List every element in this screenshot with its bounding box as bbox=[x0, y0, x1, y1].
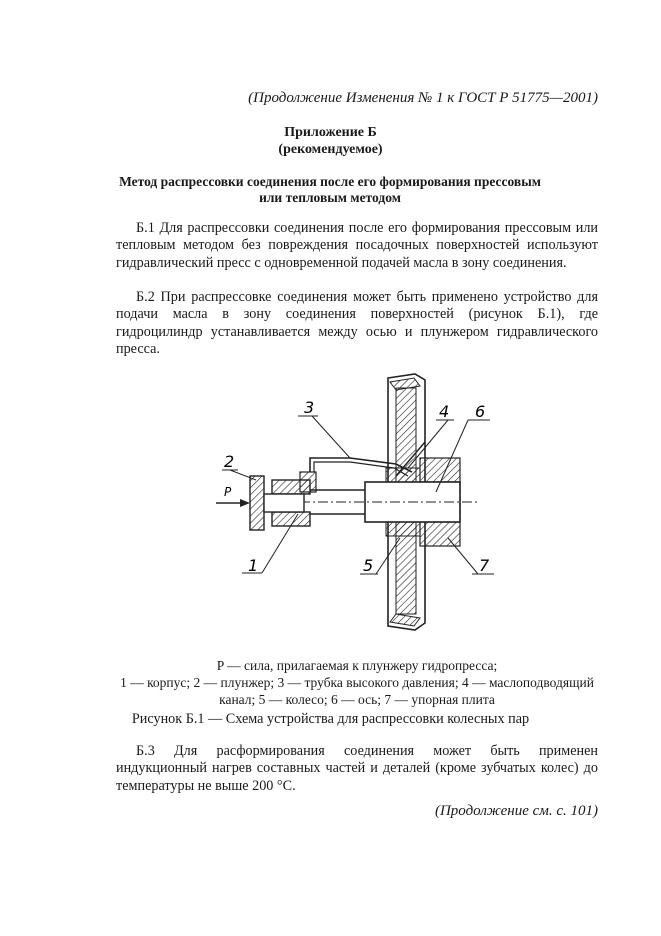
svg-text:7: 7 bbox=[479, 556, 490, 575]
section-title-line1: Метод распрессовки соединения после его формирования прессовым bbox=[119, 174, 541, 189]
svg-text:2: 2 bbox=[224, 452, 235, 471]
footer-note: (Продолжение см. с. 101) bbox=[434, 803, 598, 819]
svg-text:5: 5 bbox=[363, 556, 374, 575]
svg-text:3: 3 bbox=[304, 398, 315, 417]
figure-b1-diagram bbox=[200, 368, 520, 648]
force-label: P bbox=[224, 485, 232, 499]
paragraph-b3: Б.3 Для расформирования соединения может быть применен индукционный нагрев составных частей и деталей (кроме зубчатых колес) до температуры не выше 200 °С. bbox=[116, 743, 598, 794]
callout-3 bbox=[298, 398, 350, 458]
figure-legend bbox=[113, 657, 601, 708]
appendix-title-line2: (рекомендуемое) bbox=[278, 142, 383, 157]
header-note: (Продолжение Изменения № 1 к ГОСТ Р 51775—2001) bbox=[248, 90, 598, 106]
paragraph-b1: Б.1 Для распрессовки соединения после его формирования прессовым или тепловым методом без повреждения посадочных поверхностей используют гидравлический пресс с одновременной подачей масла в зону соединения. bbox=[116, 220, 598, 271]
svg-text:6: 6 bbox=[475, 402, 486, 421]
section-title bbox=[90, 174, 570, 206]
axle bbox=[300, 482, 480, 522]
svg-text:1: 1 bbox=[248, 556, 259, 575]
svg-text:4: 4 bbox=[439, 402, 450, 421]
paragraph-b2: Б.2 При распрессовке соединения может быть применено устройство для подачи масла в зону соединения поверхностей (рисунок Б.1), где гидроцилиндр устанавливается между осью и плунжером гидравлического пресса. bbox=[116, 289, 598, 357]
legend-line1: P — сила, прилагаемая к плунжеру гидропресса; bbox=[216, 658, 498, 673]
legend-line3: канал; 5 — колесо; 6 — ось; 7 — упорная плита bbox=[219, 692, 495, 707]
section-title-line2: или тепловым методом bbox=[259, 190, 401, 205]
callout-5 bbox=[360, 538, 400, 575]
appendix-title-line1: Приложение Б bbox=[284, 125, 377, 140]
force-arrow bbox=[216, 499, 250, 507]
appendix-title bbox=[0, 124, 661, 158]
legend-line2: 1 — корпус; 2 — плунжер; 3 — трубка высокого давления; 4 — маслоподводящий bbox=[120, 675, 594, 690]
figure-caption: Рисунок Б.1 — Схема устройства для распрессовки колесных пар bbox=[131, 711, 530, 727]
